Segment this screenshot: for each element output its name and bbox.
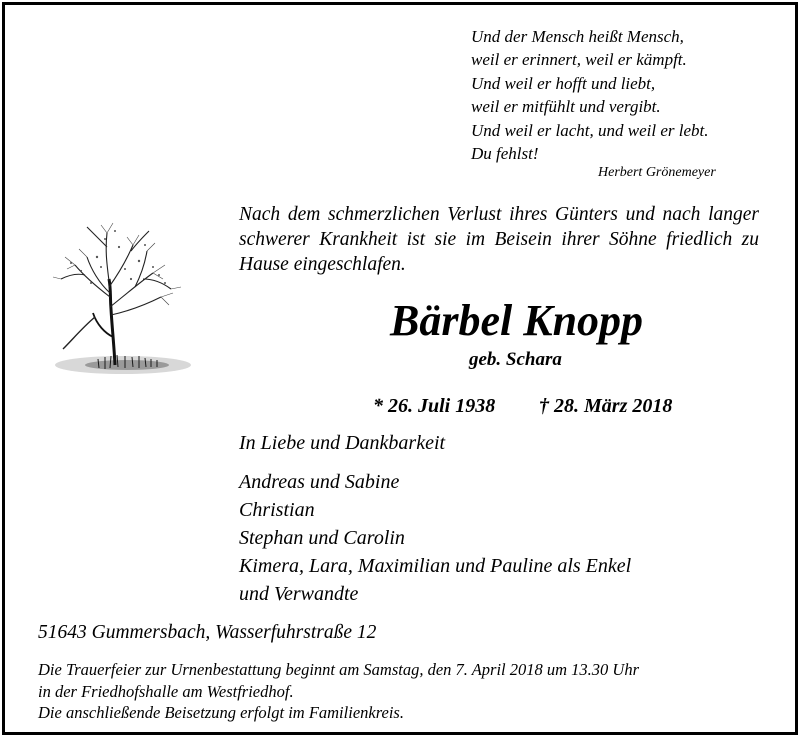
maiden-name: geb. Schara: [469, 349, 562, 370]
address: 51643 Gummersbach, Wasserfuhrstraße 12: [38, 622, 377, 643]
poem-line: weil er mitfühlt und vergibt.: [471, 97, 661, 117]
family-member: und Verwandte: [239, 583, 359, 605]
family-member: Christian: [239, 499, 315, 521]
birth-date: * 26. Juli 1938: [373, 395, 496, 417]
family-member: Stephan und Carolin: [239, 527, 405, 549]
poem: [471, 25, 709, 165]
poem-line: Und der Mensch heißt Mensch,: [471, 27, 684, 46]
notice-line: Die Trauerfeier zur Urnenbestattung beginnt am Samstag, den 7. April 2018 um 13.30 Uhr: [38, 660, 640, 679]
tree-illustration: [35, 217, 195, 387]
family-list: [239, 468, 631, 608]
family-member: Kimera, Lara, Maximilian und Pauline als Enkel: [239, 555, 632, 577]
deceased-name: Bärbel Knopp: [390, 296, 644, 345]
funeral-notice: [38, 659, 639, 724]
poem-line: Und weil er hofft und liebt,: [471, 73, 656, 93]
notice-line: Die anschließende Beisetzung erfolgt im Familienkreis.: [38, 703, 404, 722]
family-member: Andreas und Sabine: [239, 471, 400, 493]
obituary-frame: [2, 2, 798, 735]
poem-line: Und weil er lacht, und weil er lebt.: [471, 120, 709, 140]
notice-line: in der Friedhofshalle am Westfriedhof.: [38, 681, 294, 701]
intro-text: Nach dem schmerzlichen Verlust ihres Günters und nach langer schwerer Krankheit ist sie im Beisein ihrer Söhne friedlich zu Hause eingeschlafen.: [239, 204, 759, 275]
poem-line: Du fehlst!: [471, 144, 539, 164]
poem-author: Herbert Grönemeyer: [598, 165, 716, 180]
death-date: † 28. März 2018: [539, 395, 673, 417]
thanks-line: In Liebe und Dankbarkeit: [239, 432, 446, 454]
poem-line: weil er erinnert, weil er kämpft.: [471, 50, 687, 70]
